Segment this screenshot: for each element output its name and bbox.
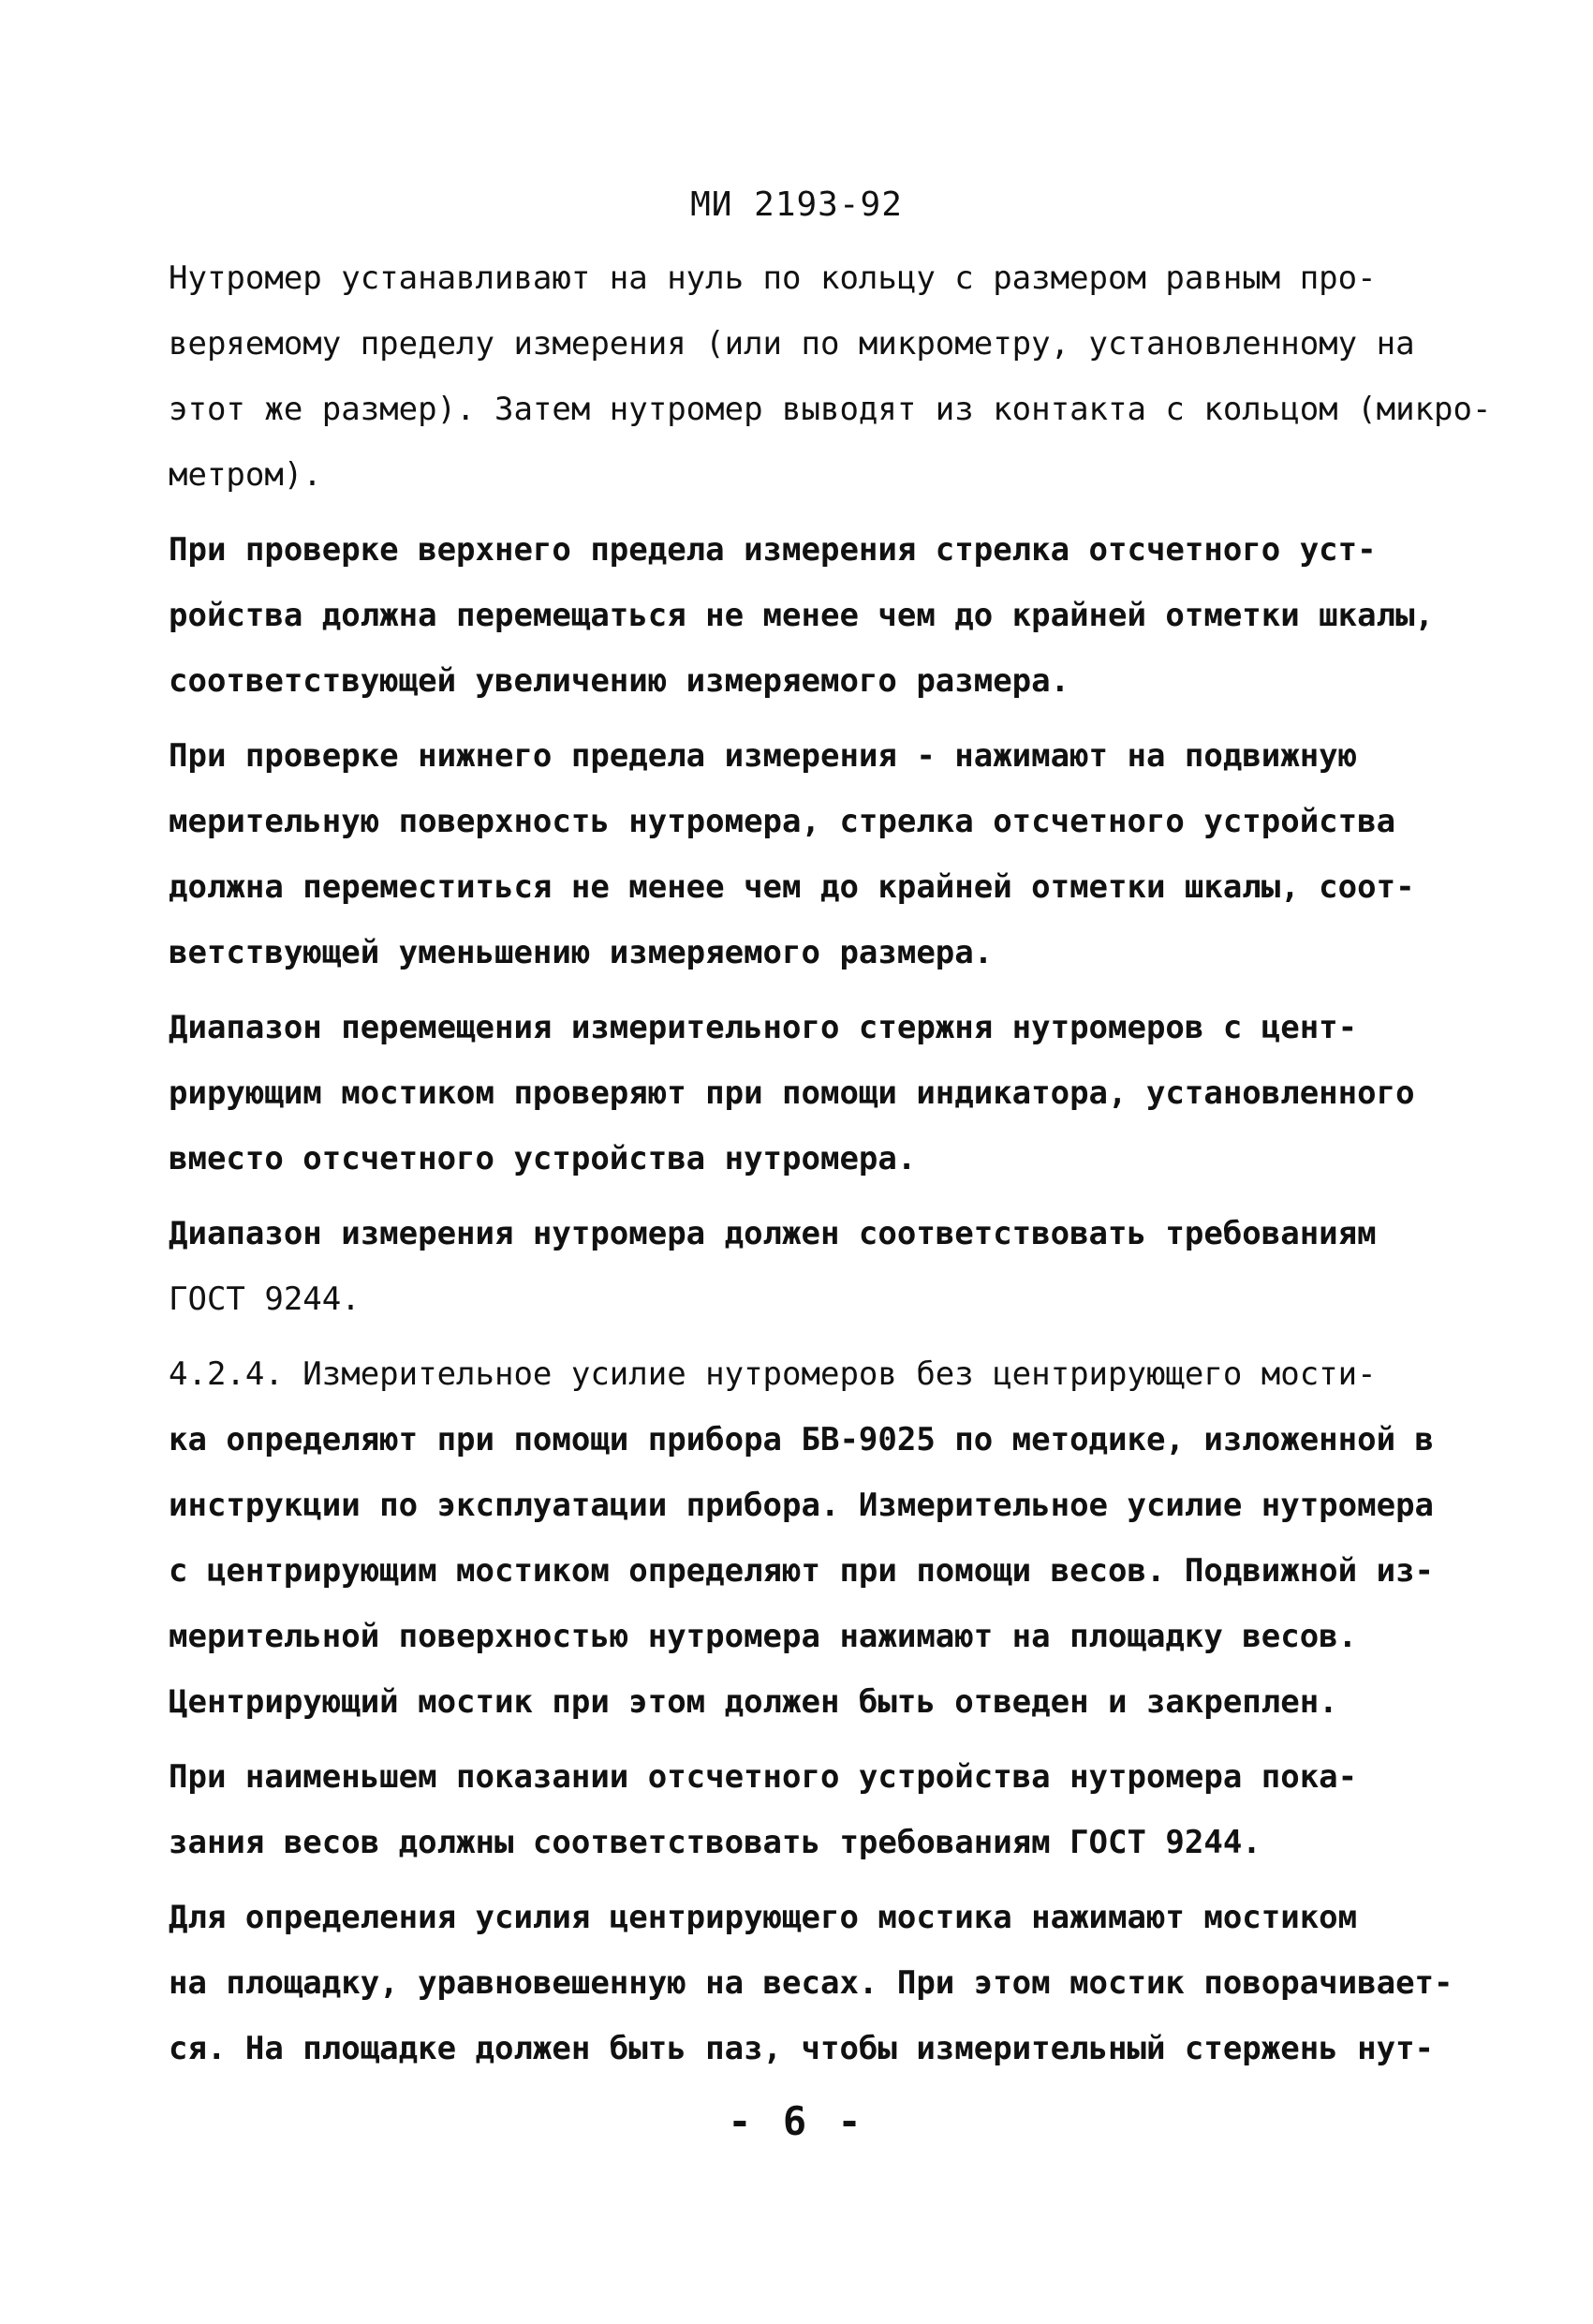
text-line: При проверке верхнего предела измерения стрелка отсчетного уст-: [169, 531, 1377, 569]
text-line: с центрирующим мостиком определяют при помощи весов. Подвижной из-: [169, 1552, 1435, 1590]
body-text: [169, 245, 1492, 2081]
text-line: мерительной поверхностью нутромера нажимают на площадку весов.: [169, 1618, 1358, 1655]
text-line: ройства должна перемещаться не менее чем до крайней отметки шкалы,: [169, 597, 1435, 634]
text-line: Для определения усилия центрирующего мостика нажимают мостиком: [169, 1899, 1358, 1936]
text-line: инструкции по эксплуатации прибора. Измерительное усилие нутромера: [169, 1487, 1435, 1524]
text-line: соответствующей увеличению измеряемого размера.: [169, 662, 1070, 700]
text-line: Центрирующий мостик при этом должен быть отведен и закреплен.: [169, 1683, 1338, 1721]
text-line: Диапазон измерения нутромера должен соответствовать требованиям: [169, 1215, 1377, 1252]
text-line: на площадку, уравновешенную на весах. При этом мостик поворачивает-: [169, 1964, 1453, 2002]
text-line: вместо отсчетного устройства нутромера.: [169, 1140, 917, 1177]
text-line: При проверке нижнего предела измерения - нажимают на подвижную: [169, 737, 1358, 775]
text-line: должна переместиться не менее чем до крайней отметки шкалы, соот-: [169, 868, 1415, 906]
text-line: зания весов должны соответствовать требованиям ГОСТ 9244.: [169, 1824, 1261, 1861]
text-line: ГОСТ 9244.: [169, 1280, 361, 1318]
text-line: ветствующей уменьшению измеряемого размера.: [169, 934, 994, 971]
text-line: При наименьшем показании отсчетного устройства нутромера пока-: [169, 1758, 1358, 1796]
text-line: рирующим мостиком проверяют при помощи индикатора, установленного: [169, 1074, 1415, 1112]
document-code-header: МИ 2193-92: [690, 185, 903, 224]
text-line: Нутромер устанавливают на нуль по кольцу с размером равным про-: [169, 259, 1377, 297]
text-line: мерительную поверхность нутромера, стрелка отсчетного устройства: [169, 803, 1396, 840]
text-line: ка определяют при помощи прибора БВ-9025 по методике, изложенной в: [169, 1421, 1435, 1458]
text-line: этот же размер). Затем нутромер выводят из контакта с кольцом (микро-: [169, 391, 1492, 428]
text-line: Диапазон перемещения измерительного стержня нутромеров с цент-: [169, 1009, 1358, 1046]
text-line: метром).: [169, 456, 322, 494]
page-number: - 6 -: [728, 2098, 865, 2144]
text-line: веряемому пределу измерения (или по микрометру, установленному на: [169, 325, 1415, 363]
text-line: ся. На площадке должен быть паз, чтобы измерительный стержень нут-: [169, 2030, 1435, 2067]
text-line: 4.2.4. Измерительное усилие нутромеров без центрирующего мости-: [169, 1355, 1377, 1393]
